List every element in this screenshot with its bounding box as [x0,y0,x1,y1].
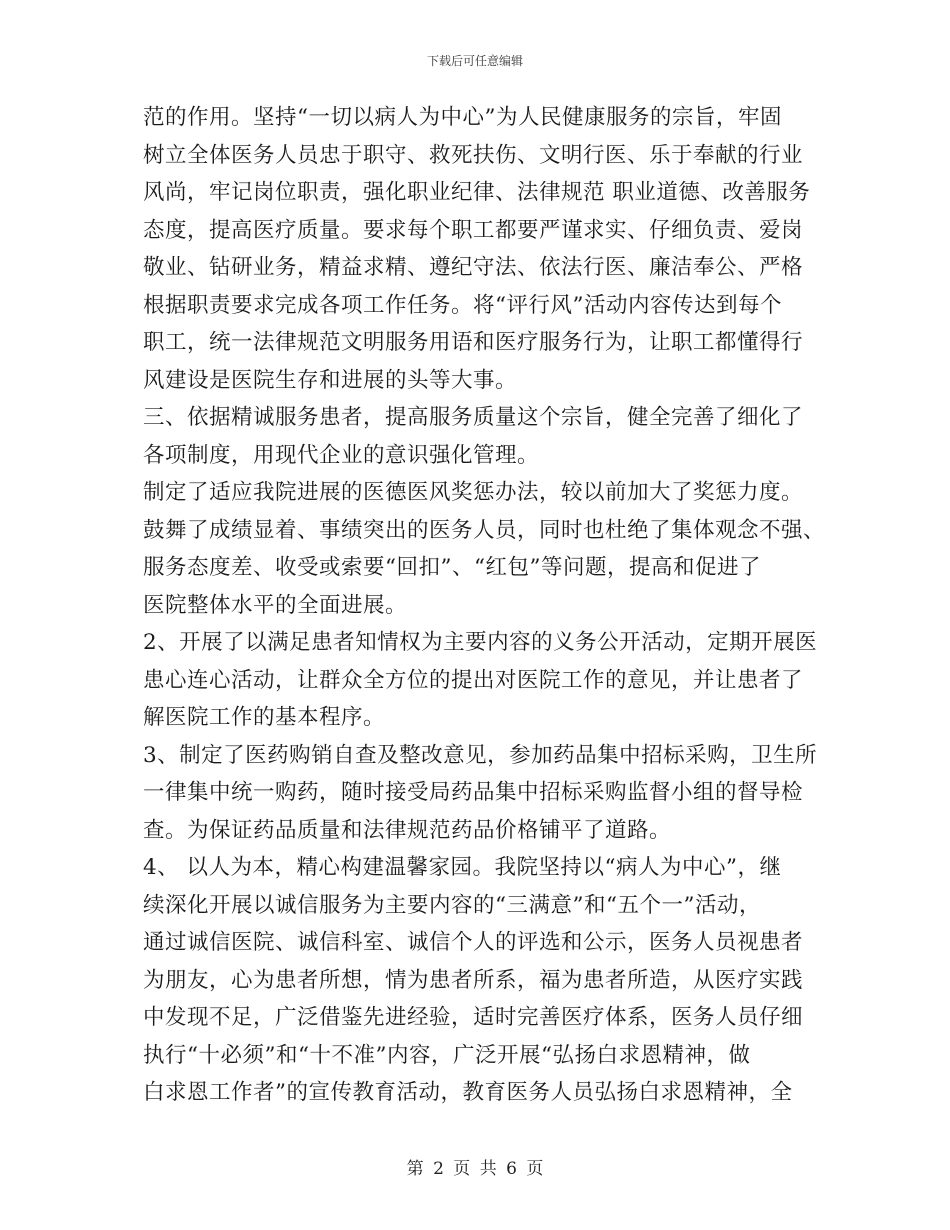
text-line: 根据职责要求完成各项工作任务。将“评行风”活动内容传达到每个 [143,292,782,318]
text-line: 白求恩工作者”的宣传教育活动，教育医务人员弘扬白求恩精神，全 [143,1080,793,1105]
text-line: 通过诚信医院、诚信科室、诚信个人的评选和公示，医务人员视患者 [143,930,804,955]
text-line: 服务态度差、收受或索要“回扣”、“红包”等问题，提高和促进了 [143,555,761,580]
text-line: 医院整体水平的全面进展。 [143,592,408,618]
text-line: 4、 以人为本，精心构建温馨家园。我院坚持以“病人为中心”，继 [143,855,782,880]
text-line: 风尚，牢记岗位职责，强化职业纪律、法律规范 职业道德、改善服务 [143,180,811,205]
text-line: 风建设是医院生存和进展的头等大事。 [143,367,518,393]
text-line: 一律集中统一购药，随时接受局药品集中招标采购监督小组的督导检 [143,780,804,805]
text-line: 范的作用。坚持“一切以病人为中心”为人民健康服务的宗旨，牢固 [143,105,782,130]
page-number: 第 2 页 共 6 页 [406,1159,544,1179]
text-line: 查。为保证药品质量和法律规范药品价格铺平了道路。 [143,817,672,843]
text-line: 执行“十必须”和“十不准”内容，广泛开展“弘扬白求恩精神，做 [143,1042,751,1068]
text-line: 制定了适应我院进展的医德医风奖惩办法，较以前加大了奖惩力度。 [143,480,804,505]
text-line: 鼓舞了成绩显着、事绩突出的医务人员，同时也杜绝了集体观念不强、 [143,517,826,543]
text-line: 3、制定了医药购销自查及整改意见，参加药品集中招标采购，卫生所 [143,742,818,768]
text-line: 中发现不足，广泛借鉴先进经验，适时完善医疗体系，医务人员仔细 [143,1005,804,1030]
text-line: 态度，提高医疗质量。要求每个职工都要严谨求实、仔细负责、爱岗 [143,217,804,243]
text-line: 患心连心活动，让群众全方位的提出对医院工作的意见，并让患者了 [143,667,804,693]
text-line: 续深化开展以诚信服务为主要内容的“三满意”和“五个一”活动， [143,892,761,918]
text-line: 树立全体医务人员忠于职守、救死扶伤、文明行医、乐于奉献的行业 [143,142,804,168]
text-line: 2、开展了以满足患者知情权为主要内容的义务公开活动，定期开展医 [143,630,818,655]
text-line: 敬业、钻研业务，精益求精、遵纪守法、依法行医、廉洁奉公、严格 [143,255,804,280]
page-header: 下载后可任意编辑 [426,54,523,68]
text-line: 职工，统一法律规范文明服务用语和医疗服务行为，让职工都懂得行 [143,330,804,355]
document-body [143,99,826,1112]
text-line: 三、依据精诚服务患者，提高服务质量这个宗旨，健全完善了细化了 [143,405,804,430]
text-line: 解医院工作的基本程序。 [143,705,386,730]
text-line: 为朋友，心为患者所想，情为患者所系，福为患者所造，从医疗实践 [143,967,804,993]
text-line: 各项制度，用现代企业的意识强化管理。 [143,442,540,468]
